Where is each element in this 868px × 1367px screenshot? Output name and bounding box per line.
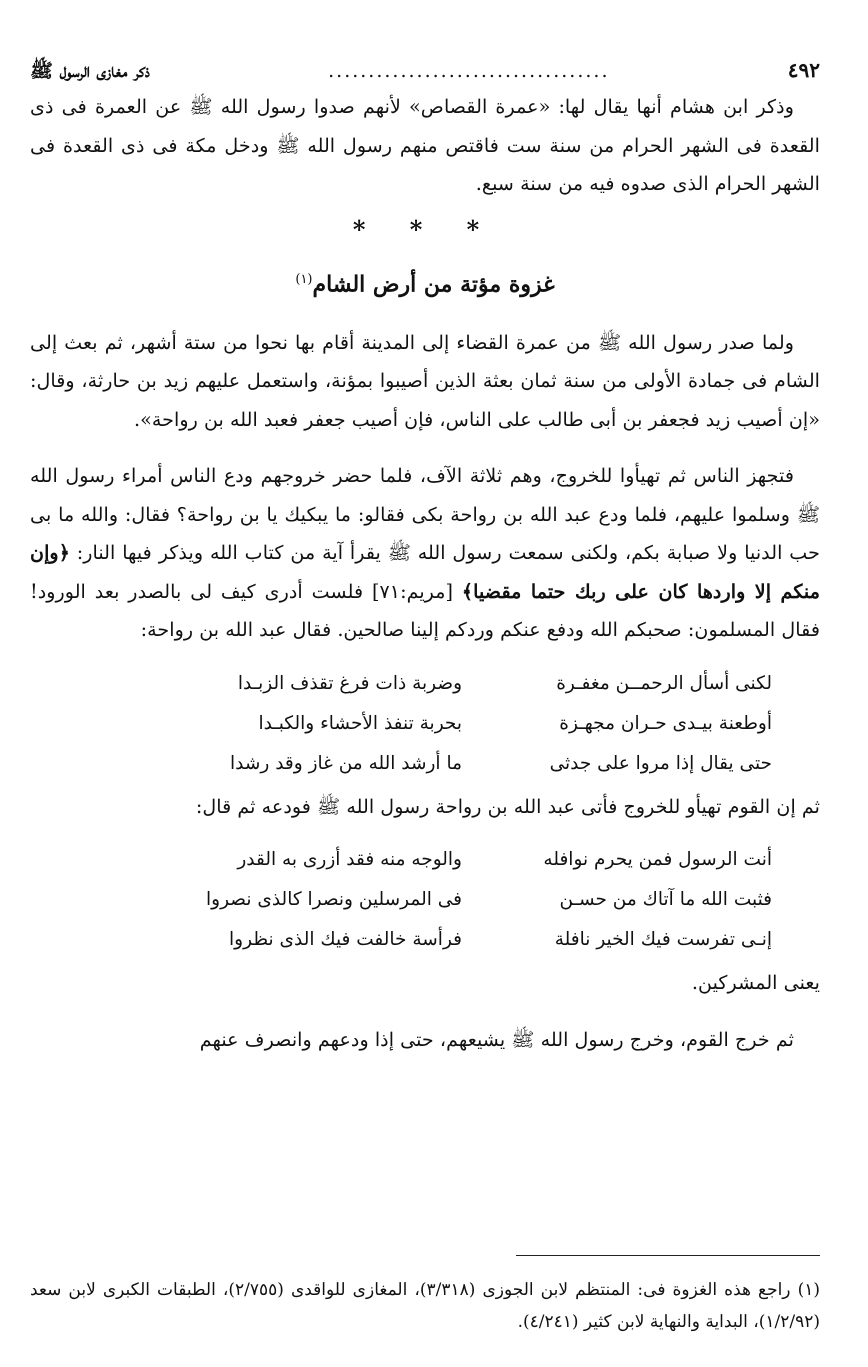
paragraph-1: ولما صدر رسول الله ﷺ من عمرة القضاء إلى المدينة أقام بها نحوا من ستة أشهر، ثم بعث إلى الشام فى جمادة الأولى من سنة ثمان بعثة الذين أصيبوا بمؤنة، واستعمل عليهم زيد بن حارثة، وقال: «إن أصيب زيد فجعفر بن أبى طالب على الناس، فإن أصيب جعفر فعبد الله بن رواحة».	[30, 330, 820, 431]
verse-first-hemistich: فثبت الله ما آتاك من حسـن	[559, 889, 772, 911]
verse-second-hemistich: بحربة تنفذ الأحشاء والكبـدا	[258, 712, 462, 734]
poem-verse	[30, 880, 820, 920]
intro-paragraph: وذكر ابن هشام أنها يقال لها: «عمرة القصاص» لأنهم صدوا رسول الله ﷺ عن العمرة فى ذى القعدة فى الشهر الحرام من سنة ست فاقتص منهم رسول الله ﷺ ودخل مكة فى ذى القعدة فى الشهر الحرام الذى صدوه فيه من سنة سبع.	[30, 95, 820, 195]
verse-first-hemistich: إنـى تفرست فيك الخير نافلة	[554, 929, 772, 951]
poem-verse	[30, 664, 820, 704]
poem-2	[30, 840, 820, 960]
poem-verse	[30, 920, 820, 960]
verse-first-hemistich: أنت الرسول فمن يحرم نوافله	[543, 849, 772, 871]
running-header	[30, 52, 820, 88]
paragraph-2-text-b: [مريم:٧١] فلست أدرى كيف لى بالصدر بعد الورود! فقال المسلمون: صحبكم الله ودفع عنكم وردكم إلينا صالحين. فقال عبد الله بن رواحة:	[30, 579, 820, 642]
poem-verse	[30, 840, 820, 880]
header-leader-dots: ...................................	[328, 60, 610, 82]
verse-first-hemistich: حتى يقال إذا مروا على جدثى	[549, 752, 772, 774]
poem-verse	[30, 704, 820, 744]
section-title	[30, 260, 820, 304]
verse-second-hemistich: وضربة ذات فرغ تقذف الزبـدا	[237, 672, 462, 694]
poem-verse	[30, 744, 820, 784]
book-page	[30, 52, 820, 1367]
poem-1	[30, 664, 820, 784]
verse-second-hemistich: فى المرسلين ونصرا كالذى نصروا	[206, 889, 462, 911]
verse-first-hemistich: أوطعنة بيـدى حـران مجهـزة	[559, 712, 772, 734]
header-title: ذكر مغازى الرسول ﷺ	[30, 60, 150, 82]
paragraph-3: ثم إن القوم تهيأو للخروج فأتى عبد الله بن رواحة رسول الله ﷺ فودعه ثم قال:	[195, 794, 820, 818]
paragraph-4: يعنى المشركين.	[691, 971, 820, 995]
quran-verse: ﴿وإن منكم إلا واردها كان على ربك حتما مقضيا﴾	[30, 541, 820, 603]
page-number: ٤٩٢	[787, 58, 820, 82]
footnote: (١) راجع هذه الغزوة فى: المنتظم لابن الجوزى (٣/٣١٨)، المغازى للواقدى (٢/٧٥٥)، الطبقات الكبرى لابن سعد (١/٢/٩٢)، البداية والنهاية لابن كثير (٤/٢٤١).	[30, 1280, 820, 1332]
paragraph-2	[30, 457, 820, 650]
paragraph-5: ثم خرج القوم، وخرج رسول الله ﷺ يشيعهم، حتى إذا ودعهم وانصرف عنهم	[199, 1027, 794, 1051]
paragraph-2-text-a: فتجهز الناس ثم تهيأوا للخروج، وهم ثلاثة الآف، فلما حضر خروجهم ودع الناس أمراء رسول الله ﷺ وسلموا عليهم، فلما ودع عبد الله بن رواحة بكى فقالو: ما يبكيك يا بن رواحة؟ فقال: والله ما بى حب الدنيا ولا صبابة بكم، ولكنى سمعت رسول الله ﷺ يقرأ آية من كتاب الله ويذكر فيها النار:	[30, 464, 820, 565]
verse-second-hemistich: والوجه منه فقد أزرى به القدر	[237, 849, 462, 871]
verse-first-hemistich: لكنى أسأل الرحمــن مغفـرة	[556, 672, 772, 694]
verse-second-hemistich: ما أرشد الله من غاز وقد رشدا	[230, 752, 462, 774]
verse-second-hemistich: فرأسة خالفت فيك الذى نظروا	[229, 929, 462, 951]
section-title-text: غزوة مؤتة من أرض الشام	[312, 270, 555, 297]
section-separator-stars: * * *	[352, 214, 498, 244]
footnote-ref: (١)	[295, 271, 313, 287]
footnote-separator	[516, 1255, 820, 1256]
